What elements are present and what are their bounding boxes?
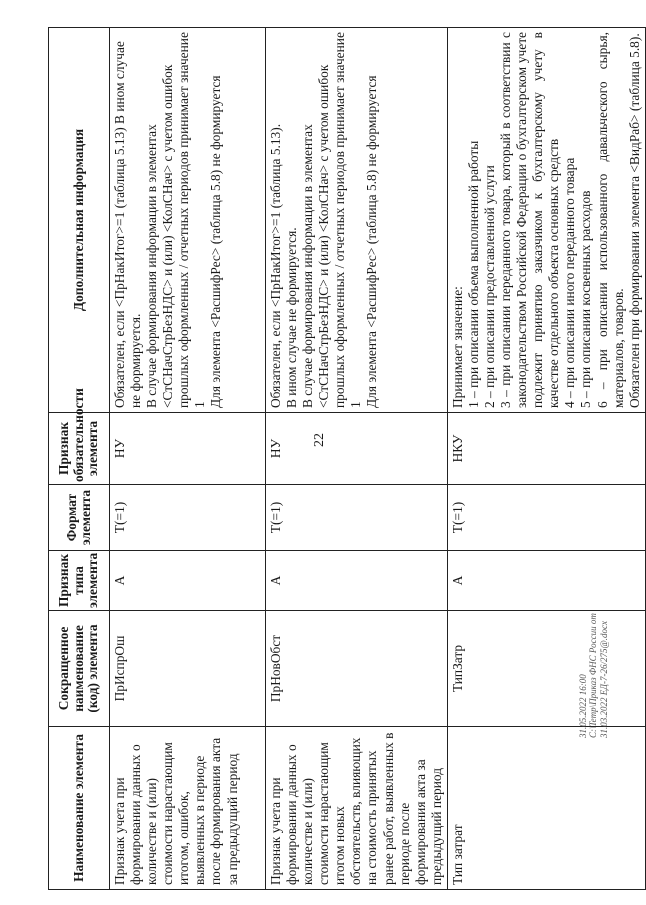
- column-header: Признак типа элемента: [49, 551, 110, 611]
- table-row: [447, 28, 645, 890]
- element-mandatory-cell: НУ: [110, 413, 266, 485]
- info-line: Для элемента <РасшифРес> (таблица 5.8) не формируется: [208, 75, 224, 408]
- table-header-row: [49, 28, 110, 890]
- table-row: [266, 28, 448, 890]
- table-row: [110, 28, 266, 890]
- info-line: 2 – при описании предоставленной услуги: [482, 165, 498, 408]
- footer-file-path: С:\Temp\Приказ ФНС России от 31.03.2022 ЕД-7-26/275@.docx: [588, 613, 609, 738]
- info-line: Принимает значение:: [449, 286, 465, 408]
- element-type-cell: А: [110, 551, 266, 611]
- element-code-cell: ПрНовОбст: [266, 611, 448, 727]
- element-format-cell: T(=1): [266, 485, 448, 551]
- element-mandatory-cell: НУ: [266, 413, 448, 485]
- element-type-cell: А: [447, 551, 645, 611]
- info-line: В случае формирования информации в элементах <СтСНачСтрБезНДС> и (или) <КолСНач> с учетом ошибок прошлых оформленных / отчетных периодов принимает значение 1: [144, 32, 208, 408]
- info-line: Обязателен, если <ПрНакИтог>=1 (таблица 5.13).: [268, 123, 283, 408]
- info-line: 4 – при описании иного переданного товара: [562, 157, 578, 408]
- element-name-cell: Признак учета при формировании данных о количестве и (или) стоимости нарастающим итогом, ошибок, выявленных в периоде после формирования акта за предыдущий период: [110, 727, 266, 890]
- element-info-cell: [266, 28, 448, 413]
- element-type-cell: А: [266, 551, 448, 611]
- column-header: Дополнительная информация: [49, 28, 110, 413]
- info-line: В ином случае не формируется.: [284, 227, 300, 408]
- element-name-cell: Тип затрат: [447, 727, 645, 890]
- page-number: 22: [312, 433, 327, 447]
- column-header: Признак обязательности элемента: [49, 413, 110, 485]
- element-info-cell: [110, 28, 266, 413]
- info-line: Обязателен, если <ПрНакИтог>=1 (таблица 5.13) В ином случае не формируется.: [112, 41, 144, 408]
- info-line: 3 – при описании переданного товара, который в соответствии с законодательством Российской Федерации о бухгалтерском учете подлежит принятию заказчиком к бухгалтерскому учету в качестве отдельного объекта основных средств: [498, 32, 562, 408]
- element-info-cell: [447, 28, 645, 413]
- element-name-cell: Признак учета при формировании данных о количестве и (или) стоимости нарастающим итогом новых обстоятельств, влияющих на стоимость принятых ранее работ, выявленных в периоде после формирования акта за предыдущий период: [266, 727, 448, 890]
- element-mandatory-cell: НКУ: [447, 413, 645, 485]
- element-format-cell: T(=1): [447, 485, 645, 551]
- column-header: Наименование элемента: [49, 727, 110, 890]
- info-line: 1 – при описании объема выполненной работы: [465, 140, 481, 408]
- info-line: 6 – при описании использованного давальческого сырья, материалов, товаров.: [594, 32, 626, 408]
- info-line: 5 – при описании косвенных расходов: [578, 190, 594, 408]
- elements-table: [48, 27, 646, 890]
- info-line: Обязателен при формировании элемента <ВидРаб> (таблица 5.8).: [626, 33, 642, 408]
- rotated-page-content: [48, 28, 642, 890]
- column-header: Формат элемента: [49, 485, 110, 551]
- info-line: В случае формирования информации в элементах <СтСНачСтрБезНДС> и (или) <КолСНач> с учетом ошибок прошлых оформленных / отчетных периодов принимает значение 1: [300, 32, 364, 408]
- column-header: Сокращенное наименование (код) элемента: [49, 611, 110, 727]
- footer-timestamp: 31.05.2022 16:00: [578, 674, 588, 738]
- info-line: Для элемента <РасшифРес> (таблица 5.8) не формируется: [364, 75, 380, 408]
- element-format-cell: T(=1): [110, 485, 266, 551]
- document-footer: [578, 578, 609, 738]
- element-code-cell: ПрИспрОш: [110, 611, 266, 727]
- element-code-cell: ТипЗатр: [447, 611, 645, 727]
